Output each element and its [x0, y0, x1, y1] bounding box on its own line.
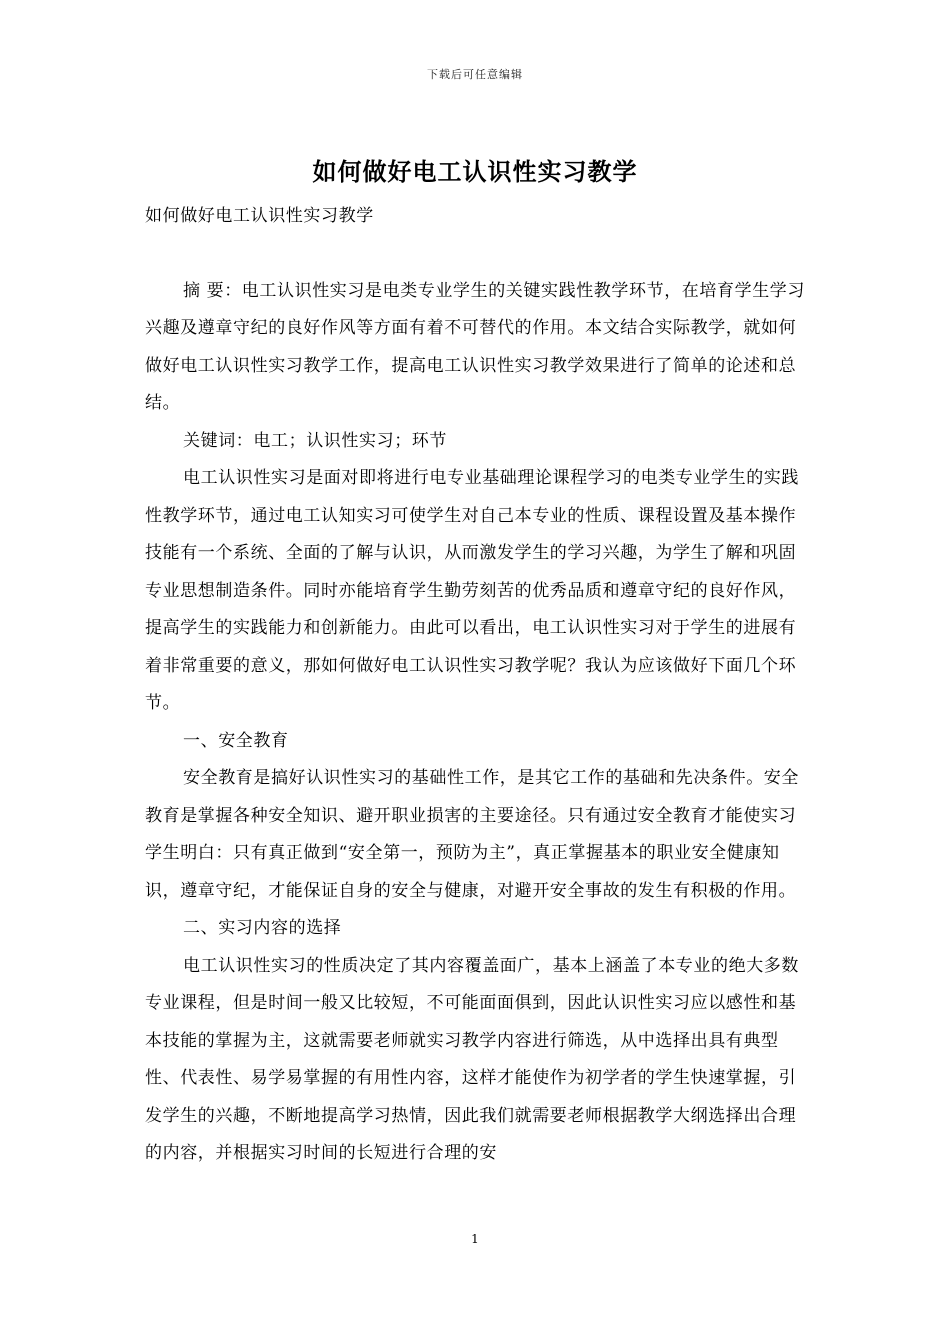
page-number: 1	[471, 1232, 479, 1246]
abstract-paragraph: 摘 要：电工认识性实习是电类专业学生的关键实践性教学环节，在培育学生学习兴趣及遵章守纪的良好作风等方面有着不可替代的作用。本文结合实际教学，就如何做好电工认识性实习教学工作，提高电工认识性实习教学效果进行了简单的论述和总结。	[145, 280, 806, 413]
safety-paragraph: 安全教育是搞好认识性实习的基础性工作，是其它工作的基础和先决条件。安全教育是掌握各种安全知识、避开职业损害的主要途径。只有通过安全教育才能使实习学生明白：只有真正做到“安全第一，预防为主”，真正掌握基本的职业安全健康知识，遵章守纪，才能保证自身的安全与健康，对避开安全事故的发生有积极的作用。	[145, 768, 799, 901]
intro-paragraph: 电工认识性实习是面对即将进行电专业基础理论课程学习的电类专业学生的实践性教学环节，通过电工认知实习可使学生对自己本专业的性质、课程设置及基本操作技能有一个系统、全面的了解与认识，从而激发学生的学习兴趣，为学生了解和巩固专业思想制造条件。同时亦能培育学生勤劳刻苦的优秀品质和遵章守纪的良好作风，提高学生的实践能力和创新能力。由此可以看出，电工认识性实习对于学生的进展有着非常重要的意义，那如何做好电工认识性实习教学呢？我认为应该做好下面几个环节。	[145, 468, 799, 713]
section-heading-content-selection: 二、实习内容的选择	[183, 918, 342, 938]
section-heading-safety: 一、安全教育	[183, 730, 289, 751]
document-title: 如何做好电工认识性实习教学	[312, 157, 638, 186]
document-subtitle: 如何做好电工认识性实习教学	[145, 206, 374, 226]
keywords-line: 关键词：电工；认识性实习；环节	[183, 430, 447, 451]
document-body	[145, 198, 807, 1173]
content-selection-paragraph: 电工认识性实习的性质决定了其内容覆盖面广，基本上涵盖了本专业的绝大多数专业课程，但是时间一般又比较短，不可能面面俱到，因此认识性实习应以感性和基本技能的掌握为主，这就需要老师就实习教学内容进行筛选，从中选择出具有典型性、代表性、易学易掌握的有用性内容，这样才能使作为初学者的学生快速掌握，引发学生的兴趣，不断地提高学习热情，因此我们就需要老师根据教学大纲选择出合理的内容，并根据实习时间的长短进行合理的安	[145, 955, 799, 1163]
header-note: 下载后可任意编辑	[427, 68, 523, 81]
